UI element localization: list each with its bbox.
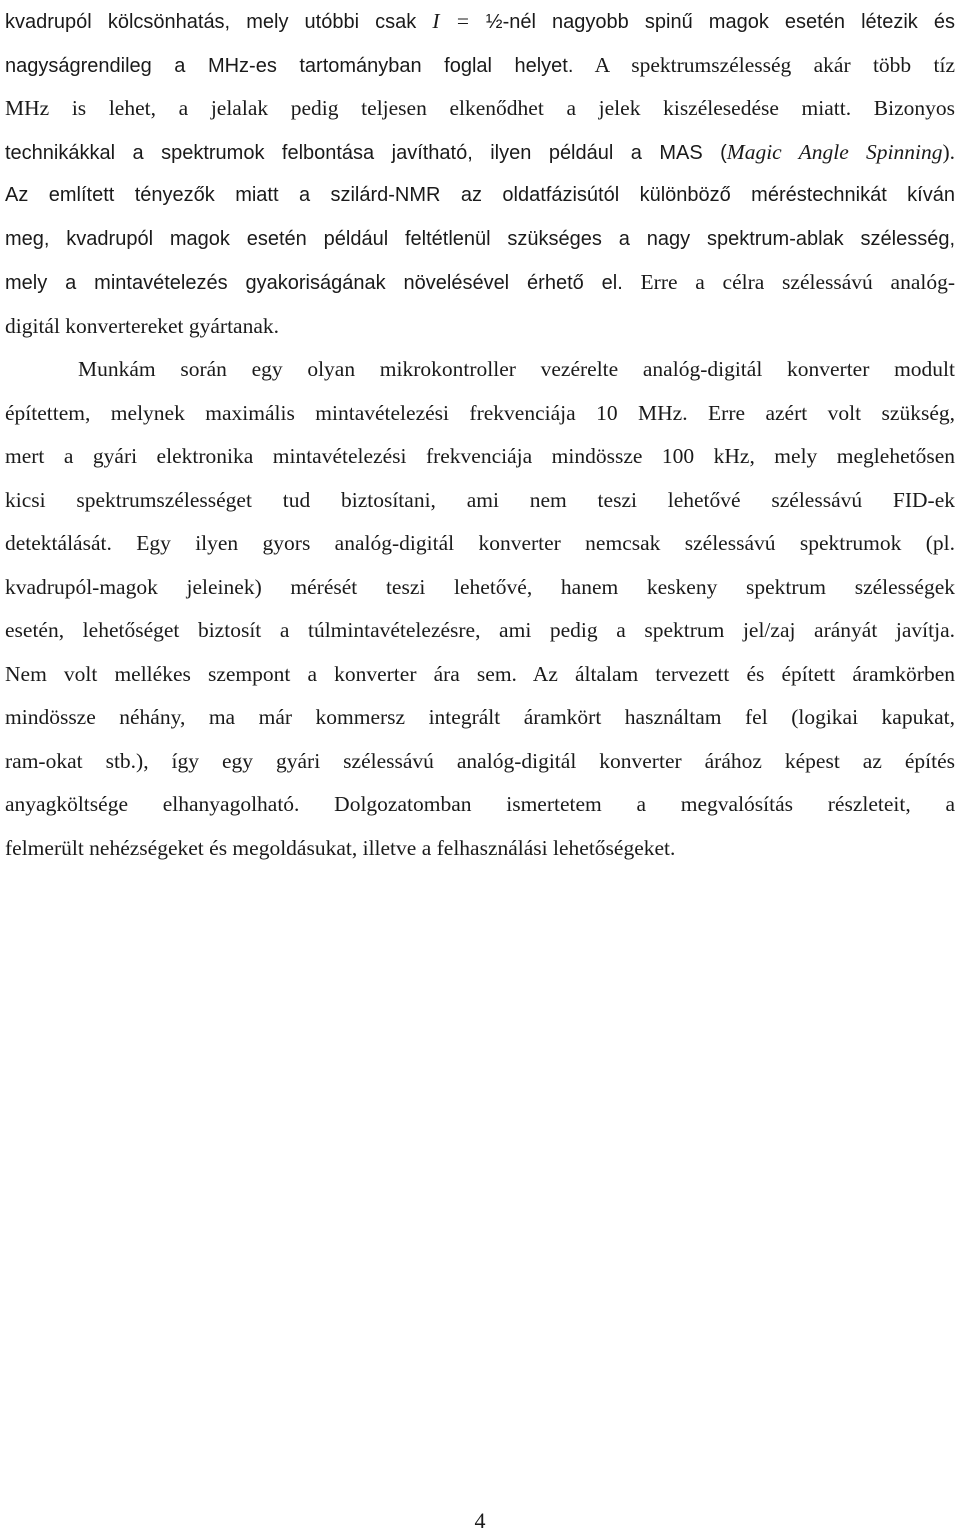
text-line xyxy=(5,435,955,479)
text-line xyxy=(5,218,955,262)
text-line xyxy=(5,174,955,218)
text-line xyxy=(5,783,955,827)
text-run: építettem, melynek maximális mintavételezési frekvenciája 10 MHz. Erre azért volt szükség, xyxy=(5,400,955,425)
text-line xyxy=(5,609,955,653)
text-run-italic: Magic Angle Spinning xyxy=(726,139,943,164)
text-line xyxy=(5,261,955,305)
text-line xyxy=(5,740,955,784)
text-run: Az említett tényezők miatt a szilárd-NMR az oldatfázisútól különböző méréstechnikát kíván xyxy=(5,184,955,206)
text-run: kvadrupól kölcsönhatás, mely utóbbi csak xyxy=(5,11,433,33)
text-line xyxy=(5,827,955,871)
text-line xyxy=(5,305,955,349)
text-run: kicsi spektrumszélességet tud biztosítani, ami nem teszi lehetővé szélessávú FID-ek xyxy=(5,487,955,512)
text-line xyxy=(5,348,955,392)
text-run: ram-okat stb.), így egy gyári szélessávú analóg-digitál konverter árához képest az építés xyxy=(5,748,955,773)
text-line xyxy=(5,392,955,436)
page-number: 4 xyxy=(474,1508,486,1533)
text-line xyxy=(5,0,955,44)
text-run: Nem volt mellékes szempont a konverter ára sem. Az általam tervezett és épített áramkörben xyxy=(5,661,955,686)
text-run: Munkám során egy olyan mikrokontroller vezérelte analóg-digitál konverter modult xyxy=(78,357,955,381)
text-run: esetén, lehetőséget biztosít a túlmintavételezésre, ami pedig a spektrum jel/zaj arányát javítja. xyxy=(5,618,955,642)
text-run: MHz is lehet, a jelalak pedig teljesen elkenődhet a jelek kiszélesedése miatt. xyxy=(5,96,852,120)
text-run: kvadrupól-magok jeleinek) mérését teszi lehetővé, hanem keskeny spektrum szélességek xyxy=(5,574,955,599)
text-run: ). xyxy=(942,139,955,164)
text-line xyxy=(5,566,955,610)
text-run: anyagköltsége elhanyagolható. Dolgozatomban ismertetem a megvalósítás részleteit, a xyxy=(5,792,955,816)
text-run: ½-nél nagyobb spinű magok esetén létezik és xyxy=(485,11,956,33)
text-run: nagyságrendileg a MHz-es tartományban foglal helyet. xyxy=(5,54,574,77)
text-line xyxy=(5,479,955,523)
text-run: mindössze néhány, ma már kommersz integrált áramkört használtam fel (logikai kapukat, xyxy=(5,705,955,729)
text-line xyxy=(5,696,955,740)
text-line xyxy=(5,653,955,697)
text-run: A spektrumszélesség akár több tíz xyxy=(573,52,956,77)
text-line xyxy=(5,131,955,175)
text-run: technikákkal a spektrumok felbontása javítható, ilyen például a MAS ( xyxy=(5,141,727,164)
text-line xyxy=(5,522,955,566)
text-run-italic: I = xyxy=(432,9,486,33)
body-text xyxy=(5,0,955,870)
text-run: felmerült nehézségeket és megoldásukat, illetve a felhasználási lehetőségeket. xyxy=(5,835,676,860)
text-run: mert a gyári elektronika mintavételezési frekvenciája mindössze 100 kHz, mely meglehetősen xyxy=(5,444,955,468)
text-run: detektálását. Egy ilyen gyors analóg-digitál konverter nemcsak szélessávú spektrumok (pl. xyxy=(5,531,955,555)
text-run: digitál konvertereket gyártanak. xyxy=(5,313,280,338)
text-line xyxy=(5,44,955,88)
text-run: meg, kvadrupól magok esetén például feltétlenül szükséges a nagy spektrum-ablak szélesség, xyxy=(5,227,955,250)
text-run: Bizonyos xyxy=(851,96,955,120)
text-run: mely a mintavételezés gyakoriságának növelésével érhető el. xyxy=(5,272,623,294)
text-line xyxy=(5,87,955,131)
text-run: Erre a célra szélessávú analóg- xyxy=(622,270,956,294)
